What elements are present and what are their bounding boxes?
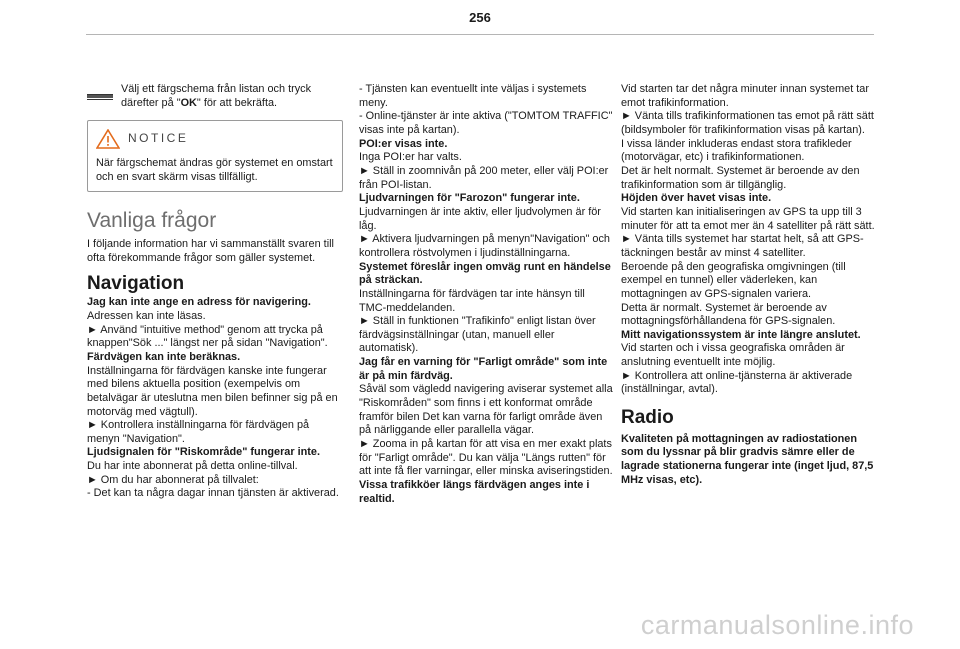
- notice-title: NOTICE: [128, 131, 189, 146]
- notice-box: [87, 120, 343, 191]
- notice-text: När färgschemat ändras gör systemet en omstart och en svart skärm visas tillfälligt.: [96, 157, 333, 183]
- radio-title: Radio: [621, 407, 674, 429]
- faq-answer-line: Inställningarna för färdvägen tar inte hänsyn till TMC-meddelanden.: [359, 287, 585, 314]
- step-text-ok: OK: [180, 96, 197, 109]
- faq-title: Vanliga frågor: [87, 208, 217, 232]
- faq-question: Mitt navigationssystem är inte längre anslutet.: [621, 328, 861, 341]
- faq-answer-line: - Det kan ta några dagar innan tjänsten är aktiverad.: [87, 487, 339, 500]
- step-text-prefix: Välj ett färgschema från listan och tryck därefter på ": [121, 83, 312, 109]
- faq-answer-line: Inställningarna för färdvägen kanske inte fungerar med bilens aktuella position (exempelvis om betalvägar är uteslutna men bilen befinner sig på en motorväg med vägtull).: [87, 364, 338, 418]
- faq-question: Jag kan inte ange en adress för navigering.: [87, 296, 311, 309]
- page-number: 256: [469, 10, 491, 25]
- header-rule: [86, 34, 874, 35]
- column-1: [87, 83, 342, 501]
- faq-answer-line: ► Om du har abonnerat på tillvalet:: [87, 473, 259, 486]
- navigation-faq-list-continued: [359, 83, 614, 506]
- faq-question: POI:er visas inte.: [359, 137, 448, 150]
- navigation-title: Navigation: [87, 272, 185, 294]
- faq-intro: I följande information har vi sammanställt svaren till ofta förekommande frågor som gäller systemet.: [87, 238, 334, 264]
- faq-question: Höjden över havet visas inte.: [621, 192, 772, 205]
- step-instruction: [87, 83, 342, 110]
- faq-answer-line: Detta är normalt. Systemet är beroende av mottagningsförhållandena för GPS-signalen.: [621, 301, 836, 328]
- faq-answer-line: I vissa länder inkluderas endast stora trafikleder (motorvägar, etc) i trafikinformationen.: [621, 137, 852, 164]
- faq-question: Ljudsignalen för "Riskområde" fungerar inte.: [87, 446, 321, 459]
- faq-answer-line: Du har inte abonnerat på detta online-tillval.: [87, 460, 298, 473]
- step-text-suffix: " för att bekräfta.: [196, 96, 278, 109]
- notice-header: [96, 129, 334, 149]
- faq-question: Systemet föreslår ingen omväg runt en händelse på sträckan.: [359, 260, 611, 287]
- faq-answer-line: Vid starten tar det några minuter innan systemet tar emot trafikinformation.: [621, 83, 869, 109]
- faq-answer-line: - Online-tjänster är inte aktiva ("TOMTOM TRAFFIC" visas inte på kartan).: [359, 110, 613, 136]
- faq-answer-line: Det är helt normalt. Systemet är beroende av den trafikinformation som är tillgänglig.: [621, 164, 860, 191]
- faq-answer-line: - Tjänsten kan eventuellt inte väljas i systemets meny.: [359, 83, 587, 109]
- faq-question: Ljudvarningen för "Farozon" fungerar inte.: [359, 192, 580, 205]
- navigation-faq-list: [87, 296, 342, 501]
- faq-question: Vissa trafikköer längs färdvägen anges inte i realtid.: [359, 479, 590, 505]
- faq-answer-line: ► Vänta tills trafikinformationen tas emot på rätt sätt (bildsymboler för trafikinformation visas på kartan).: [621, 110, 874, 136]
- faq-answer-line: Adressen kan inte läsas.: [87, 309, 206, 322]
- faq-answer-line: ► Aktivera ljudvarningen på menyn"Navigation" och kontrollera röstvolymen i ljudinställningarna.: [359, 233, 610, 259]
- faq-answer-line: Såväl som vägledd navigering aviserar systemet alla "Riskområden" som finns i ett konformat område framför bilen Det kan varna för farligt område även på närliggande eller parallella vägar.: [359, 383, 613, 437]
- faq-answer-line: ► Ställ in funktionen "Trafikinfo" enligt listan över färdvägsinställningar (utan, manuell eller automatisk).: [359, 315, 596, 355]
- faq-answer-line: Vid starten kan initialiseringen av GPS ta upp till 3 minuter för att ta emot mer än 4 satelliter på rätt sätt.: [621, 205, 875, 232]
- step-bar-icon: [87, 94, 113, 100]
- radio-question: Kvaliteten på mottagningen av radiostationen som du lyssnar på blir gradvis sämre eller de lagrade stationerna fungerar inte (inget ljud, 87,5 MHz visas, etc).: [621, 432, 874, 486]
- warning-triangle-icon: [96, 129, 120, 149]
- faq-answer-line: Beroende på den geografiska omgivningen (till exempel en tunnel) eller väderleken, kan mottagningen av GPS-signalen variera.: [621, 260, 846, 300]
- faq-question: Färdvägen kan inte beräknas.: [87, 350, 241, 363]
- faq-answer-line: Vid starten och i vissa geografiska områden är anslutning eventuellt inte möjlig.: [621, 342, 845, 369]
- watermark: carmanualsonline.info: [640, 610, 914, 640]
- faq-question: Jag får en varning för "Farligt område" som inte är på min färdväg.: [359, 356, 608, 382]
- faq-answer-line: ► Använd "intuitive method" genom att trycka på knappen"Sök ..." längst ner på sidan "Navigation".: [87, 323, 328, 350]
- column-3: [621, 83, 876, 487]
- faq-answer-line: ► Kontrollera att online-tjänsterna är aktiverade (inställningar, avtal).: [621, 369, 853, 396]
- faq-answer-line: Inga POI:er har valts.: [359, 151, 462, 164]
- faq-answer-line: ► Kontrollera inställningarna för färdvägen på menyn "Navigation".: [87, 419, 310, 445]
- faq-answer-line: ► Zooma in på kartan för att visa en mer exakt plats för "Farligt område". Du kan välja "Längs rutten" för att inte få fler varningar, eller minska aviseringstiden.: [359, 438, 613, 478]
- column-2: [359, 83, 614, 506]
- faq-answer-line: Ljudvarningen är inte aktiv, eller ljudvolymen är för låg.: [359, 205, 601, 232]
- navigation-faq-list-end: [621, 83, 876, 397]
- faq-answer-line: ► Vänta tills systemet har startat helt, så att GPS-täckningen består av minst 4 satelliter.: [621, 233, 864, 259]
- faq-answer-line: ► Ställ in zoomnivån på 200 meter, eller välj POI:er från POI-listan.: [359, 164, 609, 191]
